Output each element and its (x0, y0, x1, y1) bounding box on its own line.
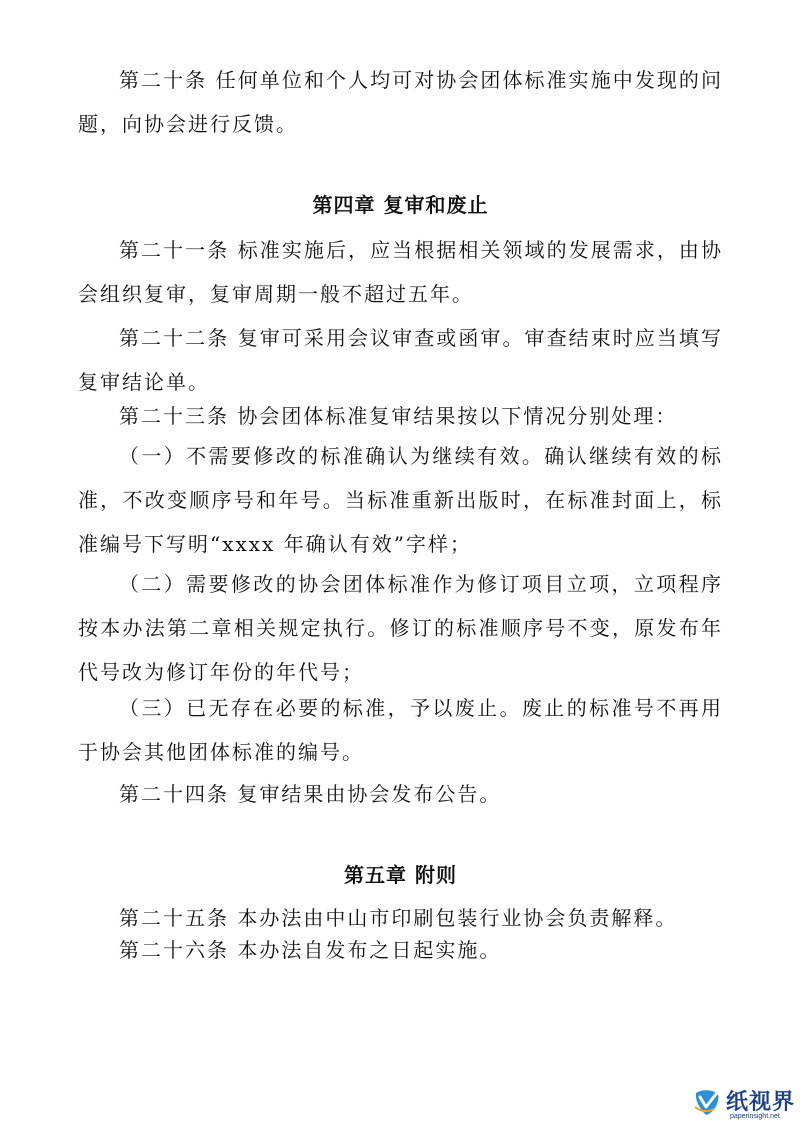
chapter-4-title: 第四章 复审和废止 (312, 193, 489, 217)
chapter-5-title: 第五章 附则 (344, 863, 457, 887)
article-23-item-3: （三）已无存在必要的标准，予以废止。废止的标准号不再用于协会其他团体标准的编号。 (78, 696, 723, 764)
article-22: 第二十二条 复审可采用会议审查或函审。审查结束时应当填写复审结论单。 (78, 326, 723, 394)
article-25: 第二十五条 本办法由中山市印刷包装行业协会负责解释。 (119, 906, 678, 930)
watermark-brand: 纸视界 (726, 1089, 796, 1115)
paperinsight-watermark (692, 1083, 794, 1127)
article-23-item-2: （二）需要修改的协会团体标准作为修订项目立项，立项程序按本办法第二章相关规定执行。修订的标准顺序号不变，原发布年代号改为修订年份的年代号； (78, 572, 723, 684)
article-21: 第二十一条 标准实施后，应当根据相关领域的发展需求，由协会组织复审，复审周期一般不超过五年。 (78, 238, 723, 306)
article-24: 第二十四条 复审结果由协会发布公告。 (119, 782, 502, 806)
article-23-item-1: （一）不需要修改的标准确认为继续有效。确认继续有效的标准，不改变顺序号和年号。当标准重新出版时，在标准封面上，标准编号下写明“xxxx 年确认有效”字样； (78, 444, 723, 556)
paperinsight-logo-icon (692, 1087, 722, 1117)
article-26: 第二十六条 本办法自发布之日起实施。 (119, 938, 502, 962)
article-20: 第二十条 任何单位和个人均可对协会团体标准实施中发现的问题，向协会进行反馈。 (78, 68, 723, 136)
watermark-url: paperinsight.net (730, 1113, 780, 1120)
article-23: 第二十三条 协会团体标准复审结果按以下情况分别处理： (119, 404, 678, 428)
